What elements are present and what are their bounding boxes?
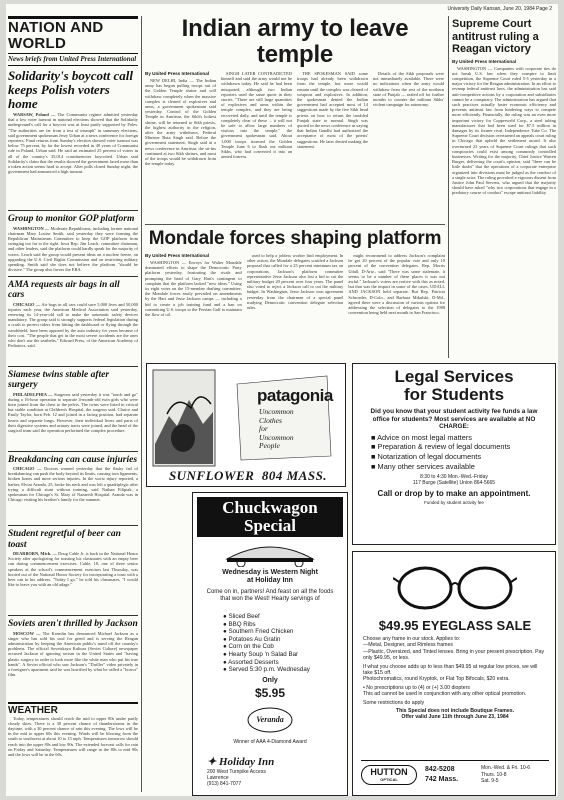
divider: [8, 615, 138, 616]
chuckwagon-ad[interactable]: [192, 492, 348, 796]
menu-item: ● Hearty Soup 'n Salad Bar: [223, 650, 299, 658]
brief-body: The Kremlin has denounced Michael Jackson as a singer who has sold his soul for greed and is serving the Reagan administration by keeping the American public's mind off the country's problems. The official Sovetskaya Kultura (Soviet Culture) newspaper accused Jackson of ignoring racism in the United States and "having plastic surgery in order to look more like the white man who put his true hands". A Soviet official who saw Jackson's "Thriller" video privately in a foreigner's apartment said he was horrified by what he called a "horror" film.: [8, 630, 138, 678]
main-story-columns: [145, 71, 445, 221]
brief-headline: AMA requests air bags in all cars: [8, 279, 120, 300]
holiday-inn-star-icon: ✦: [207, 756, 217, 768]
brief-headline: Solidarity's boycott call keeps Polish voters home: [8, 68, 133, 111]
byline: By United Press International: [452, 58, 517, 64]
weather-body: Today, temperatures should reach the mid to upper 80s under partly cloudy skies. There is a 30 percent chance of thunderstorms in the daytime, with a 30 percent chance of rain this evening. The lows will be in the mid to upper 60s this evening. Winds will be blowing from the south to southwest at about 10 to 15 mph. Temperatures tomorrow should reach into the upper 80s and low 90s. The extended forecast calls for rain on Friday and Saturday. Temperatures will range in the 80s to mid 90s and the lows will be in the 60s.: [8, 715, 138, 757]
hotel-address: 200 West Turnpike Access Lawrence (913) 841-7077: [207, 769, 266, 787]
bullet-icon: ●: [223, 620, 229, 628]
bullet-icon: ■: [371, 442, 378, 452]
patagonia-brand: patagonia: [257, 386, 333, 405]
eyeglass-copy: Choose any frame in our stock. Applies to: —Metal, Designer, and Rimless frames —Plastic, Oversized, and Tinted lenses. Bring in your present prescription. Pay only $49.95, or less. If what you choose adds up to less than $49.95 at regular low prices, we will take $15 off. Photochromatics, round Kryptok, or Flat Top Bifocals, $20 extra. • No prescriptions up to (4) or (+) 3.00 diopters This ad cannot be used in conjunction with any other optical promotion. Some restrictions do apply This Special does not include Boutique Frames. Offer valid June 11th through June 23, 1984: [363, 636, 545, 721]
patagonia-tagline: [259, 408, 294, 451]
story-text: SINGH LATER CONTRADICTED himself and said the army would not be withdrawn today. He said he had been misquoted, although two Indian reporters used the same quote in their stories. "There are still large quantities of explosives and arms within the temple complex, and they are being recovered daily, and until the temple is completely clear of these ... it will not be safe to allow large numbers of visitors into the temple," the government spokesman said. About 1,000 troops stormed the Golden Temple June 6 to flush out militant Sikhs, who had converted it into an armed fortress.: [221, 71, 292, 160]
bullet-icon: ■: [371, 461, 378, 471]
legal-title: [353, 368, 555, 404]
menu-item: ● Sliced Beef: [223, 613, 260, 620]
divider: [8, 366, 138, 367]
hutton-logo: HUTTON OPTICAL: [361, 765, 417, 785]
tagline-line: Uncommon: [259, 407, 294, 416]
eyeglasses-icon: [393, 558, 517, 614]
legal-cta: Call or drop by to make an appointment.: [377, 489, 531, 499]
story-text: THE SPOKESMAN SAID some troops had already been withdrawn from the temple, but more would remain until the complex was cleared of weapons and explosives. In addition, the spokesman denied the Indian government had accepted most of 14 suggestions made by the five Sikh head priests on how to return the troubled Punjab state to normal. Singh was quoted in the news conference as saying that Indian Gandhi had authorized the acceptance of most of the priests' suggestions. He later denied making the statement.: [297, 71, 368, 149]
nation-world-column: [8, 16, 138, 794]
brief-dateline: CHICAGO —: [13, 301, 41, 307]
chuckwagon-price: $5.95: [254, 686, 286, 700]
legal-title-line: Legal Services: [394, 367, 514, 386]
legal-intro: Did you know that your student activity fee funds a law office for students? Most services are available at NO CHARGE:: [370, 408, 538, 431]
brief-headline: Group to monitor GOP platform: [8, 214, 135, 224]
chuckwagon-title: [197, 497, 343, 537]
main-headline: Indian army to leave temple: [181, 16, 409, 68]
brief-dateline: CHICAGO —: [13, 466, 42, 471]
second-col-1: [145, 253, 242, 353]
brief-jackson: [8, 619, 138, 699]
main-col-2: [221, 71, 292, 221]
brief-beer-toast: [8, 529, 138, 613]
brief-body: Air bags in all cars could save 5,000 lives and 50,000 injuries each year, the American Medical Association said yesterday, renewing its 14-year-old call to make the automatic safety devices mandatory. The group said it strongly supports federal legislation during a crash to protect riders from hitting the dashboard or flying through the windshield, have been opposed by the auto industry for years because of their cost. "The people that get in the most severe accidents are the ones who don't use the seatbelts," Edward Press, of the American Academy of Pediatrics, said.: [8, 301, 138, 349]
divider: [8, 210, 138, 211]
eyeglass-ad[interactable]: [352, 551, 556, 796]
brief-body: Doug Cahle Jr. is back in the National Honor Society after apologizing for toasting his classmates with an empty beer can during commencement exercises. Cahle, 18, one of three senior speakers at the school's commencement exercises last Thursday, was booted out of the National Honor Society for incorporating a toast with a beer can in his address. "Today I go," he told his classmates, "I would like to leave you with an old adage.": [8, 551, 138, 588]
hutton-hours: Mon.-Wed. & Fri. 10-6 Thurs. 10-8 Sat. 9-5: [481, 765, 531, 784]
brief-body: Moderate Republicans, including former national chairman Mary Louise Smith, said yesterday they were forming the Republican Mainstream Committee to keep the GOP platform from swinging too far to the right. Iowa Rep. Jim Leach, committee chairman, and other leaders, said the platform could hardly speak for the majority of voters. Leach said the group would present ideas on a nuclear freeze, on upgrading the U.S. Civil Rights Commission and on restricting military spending. Smith said she does not believe the platform "should be divisive." The group also favors the ERA.: [8, 225, 138, 273]
section-subtitle: News briefs from United Press International: [8, 54, 138, 66]
brief-dateline: PHILADELPHIA —: [13, 391, 53, 397]
chuckwagon-menu: [223, 613, 333, 674]
main-col-4: [373, 71, 444, 221]
story-text: WASHINGTON — Companies with corporate ties do not break U.S. law when they conspire to limit competition, the Supreme Court ruled 5-3 yesterday in a major victory for the Reagan administration. In an effort to revamp federal antitrust laws, the administration has said anti-competitive actions by a corporation and subsidiaries cannot be a conspiracy. The administration has argued that such practices actually faster economic efficiency and prevents antitrust law from hindering ways to compete more efficiently. Financially, the ruling was an even more important victory for Copperweld Corp., a steel tubing manufacturer that had been sued for $7.5 million in damages by its former rival, Independence Tube Co. The Supreme Court decision overturned an appeals court ruling in Chicago that upheld the settlement award. It also overturned 23 years of Supreme Court rulings that such conspiracies could exist among commonly controlled businesses. Writing for the majority, Chief Justice Warren Burger, delivering the court's opinion, said "there can be little doubt" that the operations of a corporate enterprise organized into divisions must be judged as the conduct of a single actor. The ruling provoked a vigorous dissent from Justice John Paul Stevens, who argued that the majority should have asked "why two corporations that engage in a predatory course of conduct" escape antitrust liability.: [452, 65, 556, 196]
byline: By United Press International: [145, 71, 210, 76]
brief-ama: [8, 280, 138, 364]
tagline-line: People: [259, 441, 280, 450]
bullet-icon: ●: [223, 635, 229, 643]
menu-item: ● Southern Fried Chicken: [223, 628, 294, 636]
brief-body: Doctors warned yesterday that the flashy fad of breakdancing can push the body beyond its limits, causing torn ligaments, broken bones and more serious injuries. In the worst injury reported, a barber, Elvira Aranda, 25, broke his neck and was left a quadriplegic after trying a difficult stunt without training, said Nathan Filipiak, a spokesman for Chicago's St. Mary of Nazareth Hospital. Aranda was in Chicago visiting his brother's family for the summer.: [8, 466, 138, 503]
story-text: used to help a jobless worker find employment. In other action, the Mondale delegates scuttled a Jackson proposal that called for a 25 percent minimum tax on corporations. Jackson's platform committee representative Jesse Jackson also lost a bid to cut the military budget 20 percent over four years. The panel also voted to reject a Jackson call to cut the military budget. In Washington, Jesse Jackson won agreement yesterday from the chairman of a special panel studying Democratic convention delegate selection rules.: [246, 253, 344, 311]
legal-bullet: ■ Preparation & review of legal documents: [371, 442, 511, 452]
chuckwagon-title-line: Special: [244, 516, 296, 535]
brief-dateline: MOSCOW —: [13, 630, 41, 636]
store-address: 804 MASS.: [261, 468, 328, 483]
legal-services-ad[interactable]: [352, 363, 556, 545]
legal-bullets: [371, 433, 537, 471]
chuckwagon-intro: Come on in, partners! And feast on all the foods that won the West! Hearty servings of: [206, 589, 334, 602]
award-text: Winner of AAA 4-Diamond Award: [233, 739, 307, 745]
bullet-icon: ●: [223, 628, 229, 636]
store-name: SUNFLOWER: [168, 468, 255, 483]
second-headline: Mondale forces shaping platform: [148, 228, 442, 249]
hutton-footer: [361, 760, 549, 790]
menu-item: ● Served 5:30 p.m. Wednesday: [223, 666, 310, 674]
brief-body: Surgeons said yesterday it was "touch and go" during a 16-hour operation to separate 4-month-old twin girls who were born joined from the chest to the pelvis. The twins were listed in critical but stable condition at Children's Hospital, the surgeon said. Clarice and Emily Taylor, born Feb. 12 and joined in a facing position, had separate hearts and separate lungs. However, their individual livers and parts of their digestive systems and urinary tracts were joined, and the head of the surgical team said the operation performed the complex procedure.: [8, 391, 138, 433]
brief-headline: Siamese twins stable after surgery: [8, 369, 110, 390]
running-header: [6, 4, 558, 14]
brief-twins: [8, 370, 138, 449]
second-col-3: [348, 253, 445, 353]
story-text: Details of the Sikh proposals were not immediately available. There were no indications when the army would withdraw from the rest of the northern state of Punjab — sealed off for further months to counter the militant Sikhs' violent campaign for autonomy.: [373, 71, 444, 108]
menu-item: ● Assorted Desserts: [223, 658, 279, 666]
veranda-name: Veranda: [256, 715, 284, 724]
main-col-1: [145, 71, 216, 221]
divider: [8, 276, 138, 277]
column-rule: [448, 16, 449, 358]
main-story: [145, 16, 445, 221]
legal-title-line: for Students: [403, 385, 505, 404]
menu-item: ● BBQ Ribs: [223, 620, 256, 628]
legal-location: 117 Burge (Satellite) Union 864-5665: [412, 480, 496, 487]
weather-title: WEATHER: [8, 702, 138, 716]
brief-breakdancing: [8, 455, 138, 524]
second-col-2: [247, 253, 344, 353]
eyeglass-headline: $49.95 EYEGLASS SALE: [378, 618, 532, 633]
chuckwagon-title-line: Chuckwagon: [222, 498, 318, 517]
bullet-icon: ●: [223, 658, 229, 666]
bullet-icon: ●: [223, 613, 229, 620]
tagline-line: Uncommon: [259, 432, 294, 442]
tagline-line: for: [259, 424, 268, 433]
bullet-icon: ■: [371, 432, 378, 442]
price-label: Only: [262, 677, 278, 684]
legal-footer: Funded by student activity fee: [424, 500, 484, 506]
hutton-contact: 842-5208 742 Mass.: [425, 766, 459, 783]
main-col-3: [297, 71, 368, 221]
brief-headline: Breakdancing can cause injuries: [8, 454, 138, 465]
bullet-icon: ●: [223, 643, 229, 651]
menu-item: ● Potatoes Au Gratin: [223, 635, 281, 643]
byline: By United Press International: [145, 253, 210, 258]
wagon-icon: [197, 539, 343, 567]
brief-gop: [8, 214, 138, 274]
newspaper-page: [6, 4, 558, 796]
legal-bullet: ■ Advice on most legal matters: [371, 432, 472, 442]
side-headline: Supreme Court antitrust ruling a Reagan victory: [452, 18, 539, 55]
brief-body: The Communist regime admitted yesterday that a low voter turnout in national elections showed that the Solidarity underground's call for a boycott was at least partly supported by Poles. "The authorities are far from a test of triumph" in summary elections, said government spokesman Jerzy Urban at a news conference for foreign reporters. Final returns from Sunday's election showed voter turnout was below 75 percent, by far the lowest recorded in 40 years of Communist rule in Poland, Urban said. He said an estimated 25 percent of voters in all of the country's 35,014 constituencies boycotted. Urban said Solidarity's claim that the results showed the government faced more than a token action seems hard to accept. After polls closed Sunday night, the government had announced a high turnout.: [8, 112, 138, 175]
bullet-icon: ■: [371, 451, 378, 461]
story-text: WASHINGTON — Envoys for Walter Mondale dominated efforts to shape the Democratic Party platform yesterday, frustrating the rivals and prompting the head of Gary Hart's contingent to complain that the platform lacked "new ideas." Using its eight votes on the 15-member drafting committee, the Mondale forces easily prevailed on amendments by the Hart and Jesse Jackson camps — including a bid to create a job training fund and a ban on committing U.S. troops to the Persian Gulf to maintain the flow of oil.: [145, 260, 242, 318]
tagline-line: Clothes: [259, 415, 282, 425]
side-story: [452, 18, 556, 358]
brief-dateline: WASHINGTON —: [13, 225, 50, 231]
patagonia-ad[interactable]: [146, 363, 346, 487]
story-text: might recommend to address Jackson's complaint he got 20 percent of the popular vote and only 10 percent of the convention delegates. Rep. Morris Udall, D-Ariz., said "There was some stalemate, it seems to be a number of these places it was not awful." Jackson's voters are restive with this as noted, but that was the impact in some of the cases. UDALL AND JACKSON held separate. But Rep. Patricia Schroeder, D-Colo., and Barbara Mikulski, D-Md., agreed there were a discussion of various options for addressing the selection of delegates to the 1988 convention being held next month in San Francisco.: [348, 253, 445, 316]
legal-bullet: ■ Notarization of legal documents: [371, 451, 482, 461]
second-story-columns: [145, 253, 445, 353]
divider: [8, 451, 138, 452]
bullet-icon: ●: [223, 650, 229, 658]
divider: [8, 525, 138, 526]
page-header-text: University Daily Kansan, June 20, 1984 Page 2: [447, 6, 552, 12]
store-signature: [153, 468, 343, 484]
column-rule: [141, 16, 142, 792]
menu-item: ● Corn on the Cob: [223, 643, 274, 651]
legal-bullet: ■ Many other services available: [371, 461, 475, 471]
weather-box: [8, 702, 138, 772]
chuckwagon-when: Wednesday is Western Night at Holiday Inn: [222, 569, 318, 584]
brief-dateline: WARSAW, Poland —: [13, 112, 56, 117]
legal-hours: 8:30 to 4:30 Mon.-Wed.-Friday: [420, 474, 488, 481]
brief-solidarity: [8, 69, 138, 208]
brief-headline: Student regretful of beer can toast: [8, 529, 121, 550]
holiday-inn-logo: ✦ Holiday Inn: [207, 756, 275, 768]
brief-dateline: DEARBORN, Mich. —: [13, 551, 57, 556]
story-divider: [145, 224, 445, 225]
second-story: [145, 228, 445, 358]
story-text: NEW DELHI, India — The Indian army has begun pulling troops out of the Golden Temple shrine and will withdraw completely when the massive complex is cleared of explosives and arms, a government spokesman said yesterday. Control of the Golden Temple in Amritsar, the Sikh's holiest shrine, will be returned to Sikh priests, the highest authority in the religion, after the army withdraws, Federal Minister Buta Singh said. Before the government statement, Singh said at a news conference in Amritsar, the sit-ins continued at two Sikh shrines, and most of the troops would be withdrawn from the temple today.: [145, 78, 216, 167]
bullet-icon: ●: [223, 666, 229, 674]
section-title: NATION AND WORLD: [8, 16, 138, 54]
brief-headline: Soviets aren't thrilled by Jackson: [8, 619, 138, 629]
